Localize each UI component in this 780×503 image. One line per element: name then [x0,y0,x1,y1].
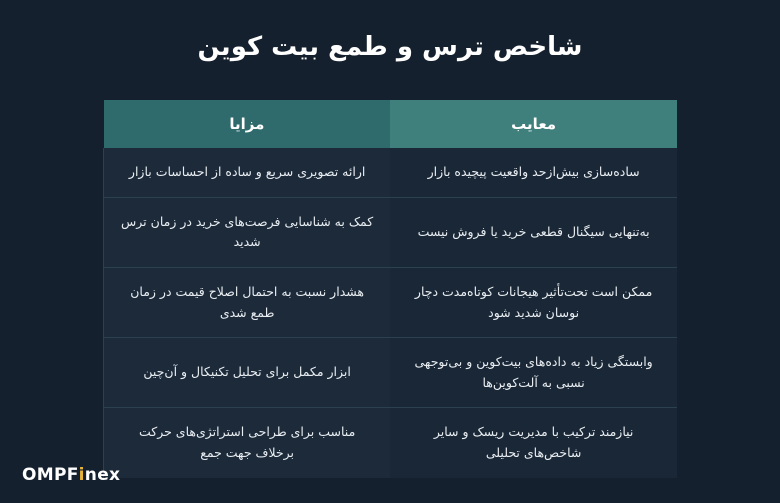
cell-cons: نیازمند ترکیب با مدیریت ریسک و سایر شاخص‌های تحلیلی [390,408,677,478]
table-header-row [104,100,678,148]
page-title: شاخص ترس و طمع بیت کوین [197,32,583,62]
table-body [104,148,678,478]
logo-text-accent: i [78,465,85,485]
logo-text-part2: nex [84,465,121,485]
table-row [104,267,678,337]
column-header-pros: مزایا [104,100,391,148]
table-row [104,148,678,197]
cell-pros: هشدار نسبت به احتمال اصلاح قیمت در زمان طمع شدی [104,267,391,337]
cell-pros: کمک به شناسایی فرصت‌های خرید در زمان ترس شدید [104,197,391,267]
table-row [104,197,678,267]
cell-cons: به‌تنهایی سیگنال قطعی خرید یا فروش نیست [390,197,677,267]
pros-cons-table [103,100,677,478]
cell-pros: مناسب برای طراحی استراتژی‌های حرکت برخلاف جهت جمع [104,408,391,478]
table-head [104,100,678,148]
cell-cons: ممکن است تحت‌تأثیر هیجانات کوتاه‌مدت دچار نوسان شدید شود [390,267,677,337]
cell-cons: ساده‌سازی بیش‌ازحد واقعیت پیچیده بازار [390,148,677,197]
table-row [104,338,678,408]
table-row [104,408,678,478]
comparison-table-container [103,100,677,478]
cell-cons: وابستگی زیاد به داده‌های بیت‌کوین و بی‌توجهی نسبی به آلت‌کوین‌ها [390,338,677,408]
brand-logo [22,465,120,485]
cell-pros: ابزار مکمل برای تحلیل تکنیکال و آن‌چین [104,338,391,408]
cell-pros: ارائه تصویری سریع و ساده از احساسات بازار [104,148,391,197]
column-header-cons: معایب [390,100,677,148]
logo-text-part1: OMPF [22,465,79,485]
